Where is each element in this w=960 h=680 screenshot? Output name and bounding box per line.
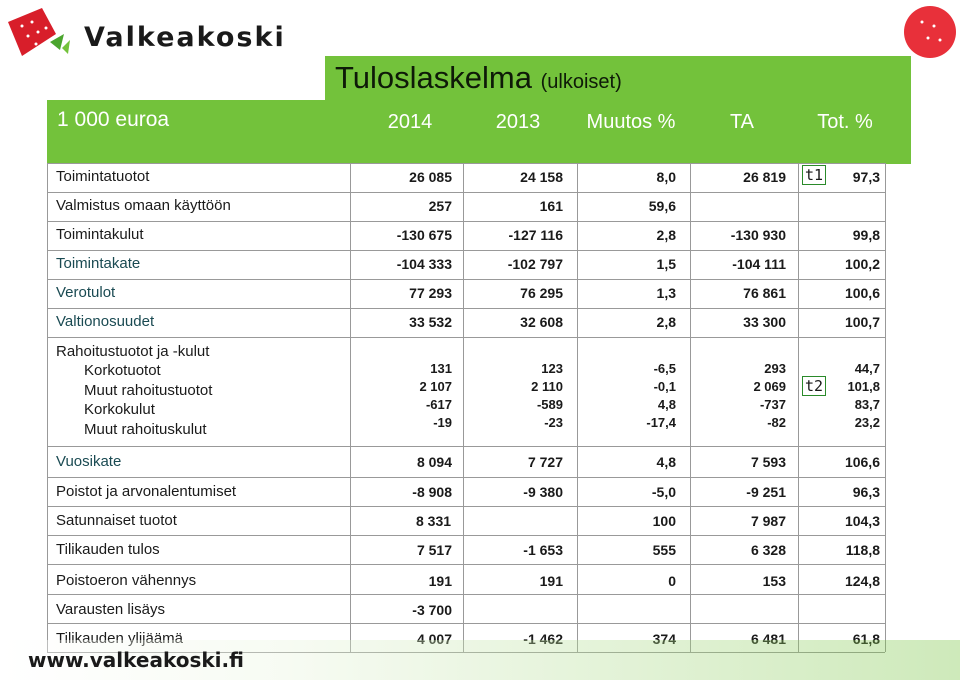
cell-2014: 191 — [428, 573, 452, 589]
row-label: Muut rahoitustuotot — [84, 382, 213, 399]
col-tot: Tot. % — [817, 111, 873, 133]
cell-2014: 4 007 — [416, 631, 452, 647]
row-label: Toimintakate — [56, 255, 141, 272]
logo-wordmark: Valkeakoski — [84, 22, 286, 53]
cell-2014: 8 331 — [416, 513, 452, 529]
cell-ta: -104 111 — [732, 256, 786, 272]
divider — [47, 564, 885, 565]
cell-muutos: 2,8 — [656, 227, 676, 243]
cell-ta: 76 861 — [743, 285, 786, 301]
cell-2013: 191 — [539, 573, 563, 589]
row-label: Toimintatuotot — [56, 168, 150, 185]
cell-tot: 23,2 — [854, 415, 880, 430]
title-sub: (ulkoiset) — [540, 71, 622, 93]
divider — [798, 163, 799, 652]
page-title — [335, 60, 622, 96]
cell-2013: -589 — [536, 397, 563, 412]
cell-tot: 99,8 — [852, 227, 880, 243]
row-label: Varausten lisäys — [56, 601, 165, 618]
col-2013: 2013 — [495, 111, 541, 133]
cell-ta: 2 069 — [753, 379, 786, 394]
row-label: Poistoeron vähennys — [56, 572, 197, 589]
cell-2013: -1 653 — [523, 542, 563, 558]
row-label: Korkotuotot — [84, 362, 161, 379]
cell-2014: -617 — [425, 397, 452, 412]
divider — [47, 506, 885, 507]
cell-2013: 7 727 — [527, 454, 563, 470]
cell-muutos: 4,8 — [656, 454, 676, 470]
divider — [47, 308, 885, 309]
row-label: Satunnaiset tuotot — [56, 512, 177, 529]
cell-2013: -23 — [544, 415, 563, 430]
cell-2014: 7 517 — [416, 542, 452, 558]
cell-ta: 26 819 — [743, 169, 786, 185]
tag-t1: t1 — [802, 165, 826, 185]
tag-t2: t2 — [802, 376, 826, 396]
divider — [885, 163, 886, 652]
cell-2014: -3 700 — [412, 602, 452, 618]
divider — [47, 221, 885, 222]
cell-tot: 104,3 — [844, 513, 880, 529]
cell-tot: 83,7 — [854, 397, 880, 412]
unit-label: 1 000 euroa — [57, 108, 170, 131]
cell-2014: 8 094 — [416, 454, 452, 470]
row-label: Valtionosuudet — [56, 313, 155, 330]
divider — [47, 446, 885, 447]
divider — [690, 163, 691, 652]
cell-muutos: 8,0 — [656, 169, 676, 185]
cell-2013: 2 110 — [531, 379, 563, 394]
row-label: Muut rahoituskulut — [84, 421, 207, 438]
financial-heading: Rahoitustuotot ja -kulut — [56, 343, 210, 360]
divider — [47, 594, 885, 595]
divider — [47, 477, 885, 478]
cell-tot: 118,8 — [845, 542, 880, 558]
row-label: Verotulot — [56, 284, 116, 301]
cell-tot: 106,6 — [844, 454, 880, 470]
cell-muutos: 59,6 — [648, 198, 676, 214]
cell-2013: -1 462 — [523, 631, 563, 647]
cell-tot: 100,7 — [844, 314, 880, 330]
strawberry-logo-icon — [2, 4, 72, 60]
divider — [47, 163, 48, 652]
divider — [47, 163, 885, 164]
cell-ta: -82 — [767, 415, 786, 430]
cell-muutos: 1,5 — [656, 256, 676, 272]
cell-tot: 100,2 — [844, 256, 880, 272]
cell-2014: 257 — [428, 198, 452, 214]
cell-2014: 131 — [430, 361, 452, 376]
cell-2013: 123 — [541, 361, 563, 376]
cell-2013: 161 — [539, 198, 563, 214]
cell-tot: 101,8 — [847, 379, 880, 394]
cell-muutos: -6,5 — [653, 361, 676, 376]
cell-tot: 61,8 — [852, 631, 880, 647]
cell-muutos: 100 — [652, 513, 676, 529]
divider — [47, 250, 885, 251]
cell-muutos: 374 — [652, 631, 676, 647]
col-muutos: Muutos % — [586, 111, 676, 133]
cell-muutos: 4,8 — [657, 397, 676, 412]
cell-tot: 124,8 — [844, 573, 880, 589]
cell-2014: 77 293 — [409, 285, 452, 301]
cell-tot: 44,7 — [854, 361, 880, 376]
cell-2013: -9 380 — [523, 484, 563, 500]
row-label: Toimintakulut — [56, 226, 144, 243]
row-label: Korkokulut — [84, 401, 155, 418]
cell-ta: -130 930 — [730, 227, 786, 243]
cell-ta: 6 481 — [750, 631, 786, 647]
divider — [47, 192, 885, 193]
cell-ta: 6 328 — [750, 542, 786, 558]
cell-tot: 100,6 — [844, 285, 880, 301]
divider — [47, 623, 885, 624]
divider — [47, 337, 885, 338]
cell-2013: 32 608 — [520, 314, 563, 330]
cell-muutos: -0,1 — [653, 379, 676, 394]
cell-tot: 97,3 — [852, 169, 880, 185]
cell-ta: 7 593 — [750, 454, 786, 470]
col-2014: 2014 — [387, 111, 433, 133]
row-label: Valmistus omaan käyttöön — [56, 197, 231, 214]
cell-2014: -19 — [433, 415, 452, 430]
cell-muutos: -17,4 — [646, 415, 676, 430]
footer-url: www.valkeakoski.fi — [28, 648, 244, 672]
cell-ta: -9 251 — [746, 484, 786, 500]
divider — [47, 535, 885, 536]
cell-ta: 7 987 — [750, 513, 786, 529]
divider — [350, 163, 351, 652]
cell-tot: 96,3 — [852, 484, 880, 500]
row-label: Vuosikate — [56, 453, 122, 470]
cell-2014: 26 085 — [409, 169, 452, 185]
col-ta: TA — [729, 111, 755, 133]
cell-muutos: 555 — [652, 542, 676, 558]
cell-muutos: -5,0 — [651, 484, 676, 500]
cell-2014: 2 107 — [419, 379, 452, 394]
cell-2013: -102 797 — [507, 256, 563, 272]
cell-2014: -8 908 — [412, 484, 452, 500]
cell-2013: 76 295 — [520, 285, 563, 301]
cell-ta: -737 — [759, 397, 786, 412]
cell-ta: 33 300 — [743, 314, 786, 330]
cell-muutos: 2,8 — [656, 314, 676, 330]
divider — [577, 163, 578, 652]
cell-ta: 293 — [764, 361, 786, 376]
cell-2014: -130 675 — [396, 227, 452, 243]
divider — [47, 279, 885, 280]
row-label: Tilikauden tulos — [56, 541, 160, 558]
title-main: Tuloslaskelma — [335, 60, 532, 95]
cell-2013: 24 158 — [520, 169, 563, 185]
cell-2014: -104 333 — [396, 256, 452, 272]
cell-muutos: 0 — [668, 573, 676, 589]
strawberry-decor-icon — [900, 2, 958, 60]
divider — [463, 163, 464, 652]
cell-muutos: 1,3 — [656, 285, 676, 301]
row-label: Tilikauden ylijäämä — [56, 630, 184, 647]
row-label: Poistot ja arvonalentumiset — [56, 483, 237, 500]
cell-ta: 153 — [762, 573, 786, 589]
cell-2014: 33 532 — [409, 314, 452, 330]
cell-2013: -127 116 — [508, 227, 563, 243]
